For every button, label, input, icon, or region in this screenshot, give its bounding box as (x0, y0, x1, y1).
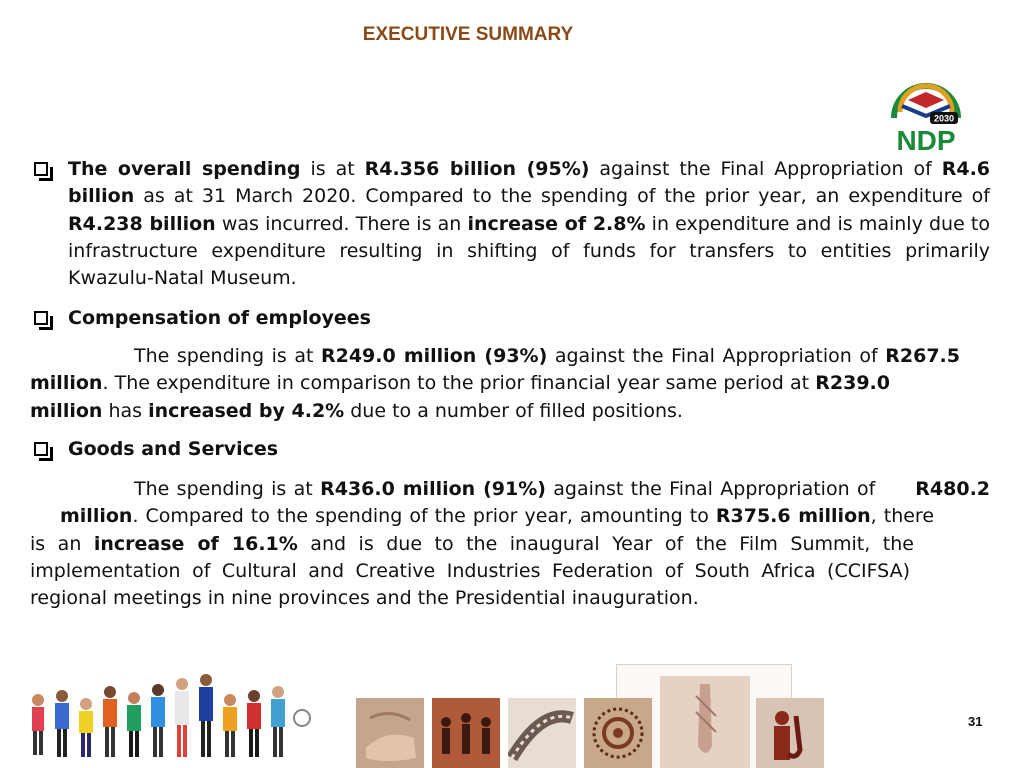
compensation-text: The spending is at R249.0 million (93%) against the Final Appropriation of R267.5million. The expenditure in comparison to the prior financial year same period at R239.0million has increased by 4.2% due to a number of filled positions. (30, 345, 960, 422)
overall-spending-bullet (30, 156, 990, 292)
page-title: EXECUTIVE SUMMARY (362, 24, 574, 45)
logo-year: 2030 (933, 113, 955, 124)
saxophone-player-image (756, 698, 824, 768)
goods-heading: Goods and Services (68, 438, 279, 460)
children-sports-image (24, 670, 324, 768)
hands-image (356, 698, 424, 768)
compensation-heading-row (30, 305, 990, 332)
ndp-2030-logo (886, 82, 966, 154)
logo-text: NDP (896, 125, 956, 154)
checkbox-bullet-icon (34, 442, 48, 456)
beadwork-image (584, 698, 652, 768)
people-circle-image (432, 698, 500, 768)
goods-text: The spending is at R436.0 million (91%) against the Final Appropriation of R480.2million. Compared to the spending of the prior year, amounting to R375.6 million, thereis an increase of 16.1% and is due to the inaugural Year of the Film Summit, theimplementation of Cultural and Creative Industries Federation of South Africa (CCIFSA)regional meetings in nine provinces and the Presidential inauguration. (30, 478, 991, 610)
page-number: 31 (968, 714, 983, 729)
film-reel-image (508, 698, 576, 768)
ballet-shoe-image (660, 676, 750, 768)
footer-image-strip (24, 664, 844, 768)
checkbox-bullet-icon (34, 311, 48, 325)
overall-spending-text: The overall spending is at R4.356 billion (95%) against the Final Appropriation of R4.6 billion as at 31 March 2020. Compared to the spending of the prior year, an expenditure of R4.238 billion was incurred. There is an increase of 2.8% in expenditure and is mainly due to infrastructure expenditure resulting in shifting of funds for transfers to entities primarily Kwazulu-Natal Museum. (68, 158, 991, 290)
checkbox-bullet-icon (34, 162, 48, 176)
compensation-heading: Compensation of employees (68, 307, 371, 329)
goods-heading-row (30, 436, 990, 463)
